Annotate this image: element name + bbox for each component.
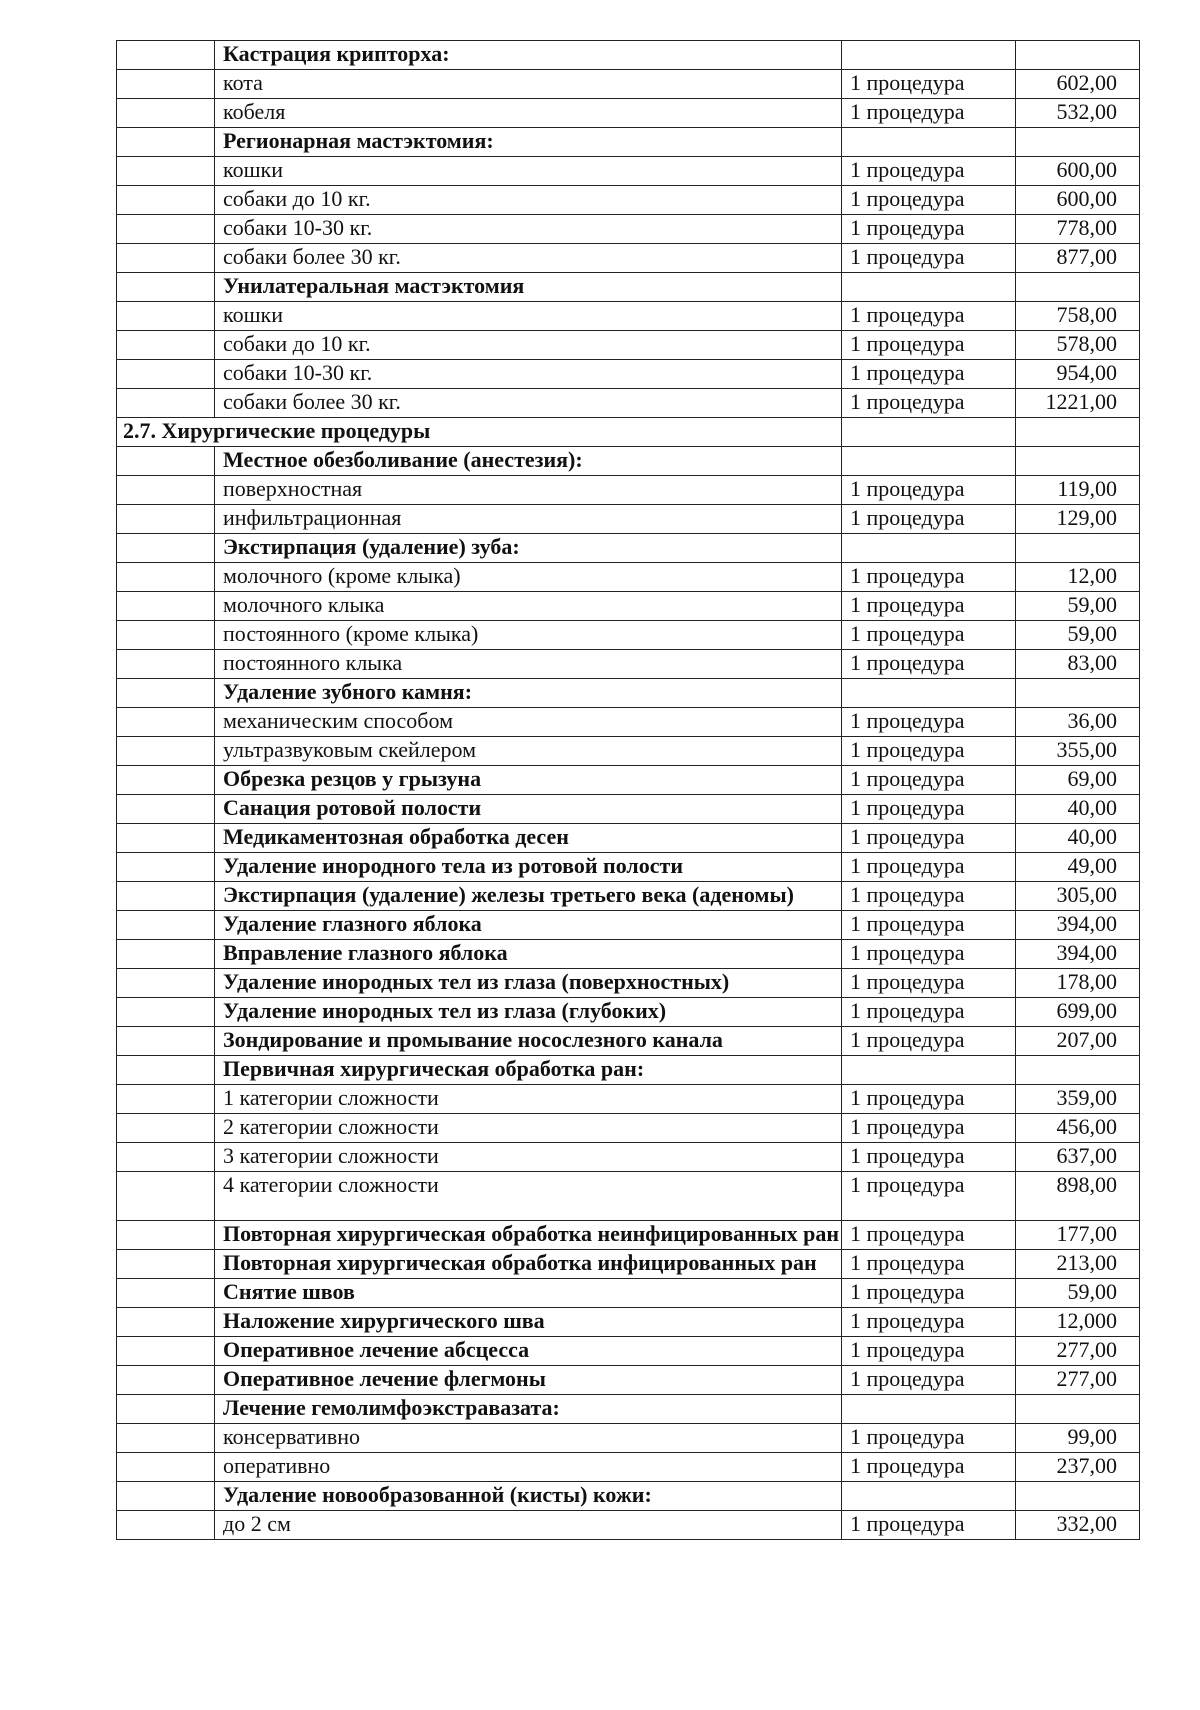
row-index-cell [117, 1027, 215, 1056]
table-row [117, 737, 1140, 766]
row-index-cell [117, 1279, 215, 1308]
price-cell: 49,00 [1016, 853, 1140, 882]
row-index-cell [117, 244, 215, 273]
service-name: механическим способом [215, 708, 842, 737]
unit-cell: 1 процедура [842, 795, 1016, 824]
service-name: молочного клыка [215, 592, 842, 621]
row-index-cell [117, 592, 215, 621]
row-index-cell [117, 331, 215, 360]
unit-cell: 1 процедура [842, 882, 1016, 911]
service-name: Оперативное лечение флегмоны [215, 1366, 842, 1395]
service-name: Экстирпация (удаление) железы третьего века (аденомы) [215, 882, 842, 911]
service-name: собаки более 30 кг. [215, 389, 842, 418]
row-index-cell [117, 969, 215, 998]
unit-cell: 1 процедура [842, 389, 1016, 418]
price-cell: 877,00 [1016, 244, 1140, 273]
row-index-cell [117, 476, 215, 505]
price-cell [1016, 447, 1140, 476]
table-row [117, 331, 1140, 360]
table-row [117, 592, 1140, 621]
table-row [117, 1511, 1140, 1540]
row-index-cell [117, 766, 215, 795]
unit-cell [842, 1482, 1016, 1511]
table-row [117, 1366, 1140, 1395]
row-index-cell [117, 1366, 215, 1395]
row-index-cell [117, 1114, 215, 1143]
service-name: кота [215, 70, 842, 99]
unit-cell: 1 процедура [842, 592, 1016, 621]
service-name: Зондирование и промывание носослезного канала [215, 1027, 842, 1056]
row-index-cell [117, 1172, 215, 1221]
price-cell: 40,00 [1016, 795, 1140, 824]
table-row [117, 1308, 1140, 1337]
row-index-cell [117, 389, 215, 418]
price-cell: 1221,00 [1016, 389, 1140, 418]
unit-cell: 1 процедура [842, 1172, 1016, 1221]
row-index-cell [117, 360, 215, 389]
table-row [117, 244, 1140, 273]
price-cell: 305,00 [1016, 882, 1140, 911]
price-cell: 207,00 [1016, 1027, 1140, 1056]
service-name: 3 категории сложности [215, 1143, 842, 1172]
unit-cell [842, 447, 1016, 476]
table-row [117, 1395, 1140, 1424]
table-row [117, 1085, 1140, 1114]
row-index-cell [117, 534, 215, 563]
unit-cell: 1 процедура [842, 563, 1016, 592]
price-cell [1016, 1395, 1140, 1424]
row-index-cell [117, 824, 215, 853]
table-row [117, 824, 1140, 853]
unit-cell: 1 процедура [842, 1308, 1016, 1337]
unit-cell: 1 процедура [842, 331, 1016, 360]
price-cell: 83,00 [1016, 650, 1140, 679]
service-name: кобеля [215, 99, 842, 128]
row-index-cell [117, 621, 215, 650]
unit-cell: 1 процедура [842, 360, 1016, 389]
table-row [117, 882, 1140, 911]
price-cell: 699,00 [1016, 998, 1140, 1027]
table-row [117, 389, 1140, 418]
unit-cell [842, 418, 1016, 447]
group-title: Регионарная мастэктомия: [215, 128, 842, 157]
row-index-cell [117, 1221, 215, 1250]
row-index-cell [117, 563, 215, 592]
service-name: Удаление инородных тел из глаза (поверхностных) [215, 969, 842, 998]
unit-cell: 1 процедура [842, 708, 1016, 737]
service-name: Повторная хирургическая обработка неинфицированных ран [215, 1221, 842, 1250]
service-name: собаки 10-30 кг. [215, 215, 842, 244]
group-title: Кастрация крипторха: [215, 41, 842, 70]
table-row [117, 447, 1140, 476]
table-row [117, 41, 1140, 70]
table-row [117, 1424, 1140, 1453]
unit-cell: 1 процедура [842, 215, 1016, 244]
price-cell: 359,00 [1016, 1085, 1140, 1114]
row-index-cell [117, 128, 215, 157]
unit-cell: 1 процедура [842, 969, 1016, 998]
table-row [117, 476, 1140, 505]
table-row [117, 215, 1140, 244]
service-name: 2 категории сложности [215, 1114, 842, 1143]
table-row [117, 969, 1140, 998]
row-index-cell [117, 1424, 215, 1453]
row-index-cell [117, 1056, 215, 1085]
row-index-cell [117, 1085, 215, 1114]
row-index-cell [117, 505, 215, 534]
unit-cell: 1 процедура [842, 505, 1016, 534]
group-title: Унилатеральная мастэктомия [215, 273, 842, 302]
price-cell: 237,00 [1016, 1453, 1140, 1482]
unit-cell: 1 процедура [842, 940, 1016, 969]
row-index-cell [117, 998, 215, 1027]
row-index-cell [117, 70, 215, 99]
table-row [117, 418, 1140, 447]
price-cell: 36,00 [1016, 708, 1140, 737]
table-row [117, 534, 1140, 563]
price-cell [1016, 418, 1140, 447]
price-cell: 177,00 [1016, 1221, 1140, 1250]
service-name: Удаление инородного тела из ротовой полости [215, 853, 842, 882]
unit-cell: 1 процедура [842, 650, 1016, 679]
table-row [117, 302, 1140, 331]
service-name: консервативно [215, 1424, 842, 1453]
price-cell: 600,00 [1016, 157, 1140, 186]
service-name: Снятие швов [215, 1279, 842, 1308]
row-index-cell [117, 940, 215, 969]
price-cell: 59,00 [1016, 1279, 1140, 1308]
table-row [117, 1172, 1140, 1221]
row-index-cell [117, 853, 215, 882]
price-cell: 637,00 [1016, 1143, 1140, 1172]
unit-cell: 1 процедура [842, 157, 1016, 186]
service-name: Медикаментозная обработка десен [215, 824, 842, 853]
table-row [117, 1250, 1140, 1279]
table-row [117, 563, 1140, 592]
unit-cell: 1 процедура [842, 1143, 1016, 1172]
price-cell [1016, 679, 1140, 708]
price-cell: 99,00 [1016, 1424, 1140, 1453]
table-row [117, 795, 1140, 824]
unit-cell: 1 процедура [842, 1085, 1016, 1114]
unit-cell [842, 534, 1016, 563]
service-name: собаки до 10 кг. [215, 186, 842, 215]
unit-cell: 1 процедура [842, 99, 1016, 128]
price-table [116, 40, 1140, 1540]
row-index-cell [117, 650, 215, 679]
row-index-cell [117, 447, 215, 476]
table-row [117, 99, 1140, 128]
unit-cell: 1 процедура [842, 766, 1016, 795]
price-cell: 355,00 [1016, 737, 1140, 766]
table-row [117, 273, 1140, 302]
price-cell: 59,00 [1016, 592, 1140, 621]
price-cell: 778,00 [1016, 215, 1140, 244]
table-row [117, 911, 1140, 940]
price-cell: 578,00 [1016, 331, 1140, 360]
table-row [117, 1337, 1140, 1366]
row-index-cell [117, 795, 215, 824]
row-index-cell [117, 882, 215, 911]
service-name: Повторная хирургическая обработка инфицированных ран [215, 1250, 842, 1279]
unit-cell [842, 1056, 1016, 1085]
service-name: молочного (кроме клыка) [215, 563, 842, 592]
group-title: Местное обезболивание (анестезия): [215, 447, 842, 476]
table-row [117, 505, 1140, 534]
service-name: 4 категории сложности [215, 1172, 842, 1221]
table-row [117, 621, 1140, 650]
price-table-body [117, 41, 1140, 1540]
table-row [117, 708, 1140, 737]
row-index-cell [117, 1308, 215, 1337]
table-row [117, 1482, 1140, 1511]
row-index-cell [117, 911, 215, 940]
service-name: поверхностная [215, 476, 842, 505]
table-row [117, 998, 1140, 1027]
price-cell: 394,00 [1016, 940, 1140, 969]
unit-cell: 1 процедура [842, 1250, 1016, 1279]
service-name: инфильтрационная [215, 505, 842, 534]
table-row [117, 853, 1140, 882]
table-row [117, 1279, 1140, 1308]
service-name: собаки более 30 кг. [215, 244, 842, 273]
group-title: Удаление зубного камня: [215, 679, 842, 708]
group-title: Первичная хирургическая обработка ран: [215, 1056, 842, 1085]
unit-cell: 1 процедура [842, 1424, 1016, 1453]
price-cell: 59,00 [1016, 621, 1140, 650]
service-name: Удаление глазного яблока [215, 911, 842, 940]
price-cell [1016, 128, 1140, 157]
unit-cell [842, 679, 1016, 708]
unit-cell: 1 процедура [842, 1337, 1016, 1366]
price-cell: 954,00 [1016, 360, 1140, 389]
table-row [117, 766, 1140, 795]
unit-cell: 1 процедура [842, 998, 1016, 1027]
row-index-cell [117, 157, 215, 186]
row-index-cell [117, 737, 215, 766]
price-cell: 277,00 [1016, 1366, 1140, 1395]
unit-cell: 1 процедура [842, 1027, 1016, 1056]
price-cell: 532,00 [1016, 99, 1140, 128]
price-cell: 277,00 [1016, 1337, 1140, 1366]
unit-cell: 1 процедура [842, 911, 1016, 940]
unit-cell: 1 процедура [842, 853, 1016, 882]
group-title: Экстирпация (удаление) зуба: [215, 534, 842, 563]
row-index-cell [117, 1395, 215, 1424]
table-row [117, 1027, 1140, 1056]
service-name: Обрезка резцов у грызуна [215, 766, 842, 795]
service-name: оперативно [215, 1453, 842, 1482]
price-cell: 12,00 [1016, 563, 1140, 592]
price-cell [1016, 534, 1140, 563]
table-row [117, 128, 1140, 157]
price-cell [1016, 1056, 1140, 1085]
service-name: постоянного клыка [215, 650, 842, 679]
unit-cell: 1 процедура [842, 302, 1016, 331]
row-index-cell [117, 1143, 215, 1172]
table-row [117, 1143, 1140, 1172]
table-row [117, 70, 1140, 99]
row-index-cell [117, 186, 215, 215]
price-cell: 40,00 [1016, 824, 1140, 853]
price-cell: 602,00 [1016, 70, 1140, 99]
service-name: собаки 10-30 кг. [215, 360, 842, 389]
price-cell: 12,000 [1016, 1308, 1140, 1337]
unit-cell: 1 процедура [842, 1114, 1016, 1143]
row-index-cell [117, 302, 215, 331]
row-index-cell [117, 1511, 215, 1540]
table-row [117, 1221, 1140, 1250]
unit-cell: 1 процедура [842, 70, 1016, 99]
table-row [117, 360, 1140, 389]
table-row [117, 157, 1140, 186]
price-cell [1016, 273, 1140, 302]
unit-cell [842, 1395, 1016, 1424]
unit-cell [842, 273, 1016, 302]
price-cell: 758,00 [1016, 302, 1140, 331]
table-row [117, 1056, 1140, 1085]
unit-cell: 1 процедура [842, 1279, 1016, 1308]
unit-cell: 1 процедура [842, 244, 1016, 273]
price-cell: 456,00 [1016, 1114, 1140, 1143]
row-index-cell [117, 1453, 215, 1482]
service-name: Оперативное лечение абсцесса [215, 1337, 842, 1366]
unit-cell: 1 процедура [842, 1511, 1016, 1540]
service-name: кошки [215, 302, 842, 331]
unit-cell: 1 процедура [842, 1221, 1016, 1250]
price-cell: 600,00 [1016, 186, 1140, 215]
price-cell: 69,00 [1016, 766, 1140, 795]
unit-cell [842, 41, 1016, 70]
section-title: 2.7. Хирургические процедуры [117, 418, 842, 447]
row-index-cell [117, 679, 215, 708]
row-index-cell [117, 273, 215, 302]
unit-cell [842, 128, 1016, 157]
price-cell [1016, 41, 1140, 70]
unit-cell: 1 процедура [842, 824, 1016, 853]
row-index-cell [117, 99, 215, 128]
service-name: Удаление инородных тел из глаза (глубоких) [215, 998, 842, 1027]
price-cell: 394,00 [1016, 911, 1140, 940]
service-name: собаки до 10 кг. [215, 331, 842, 360]
service-name: кошки [215, 157, 842, 186]
service-name: до 2 см [215, 1511, 842, 1540]
price-cell [1016, 1482, 1140, 1511]
table-row [117, 186, 1140, 215]
unit-cell: 1 процедура [842, 1366, 1016, 1395]
price-cell: 213,00 [1016, 1250, 1140, 1279]
row-index-cell [117, 1250, 215, 1279]
row-index-cell [117, 215, 215, 244]
price-cell: 332,00 [1016, 1511, 1140, 1540]
unit-cell: 1 процедура [842, 621, 1016, 650]
service-name: Санация ротовой полости [215, 795, 842, 824]
service-name: Наложение хирургического шва [215, 1308, 842, 1337]
service-name: ультразвуковым скейлером [215, 737, 842, 766]
row-index-cell [117, 1337, 215, 1366]
table-row [117, 650, 1140, 679]
service-name: 1 категории сложности [215, 1085, 842, 1114]
row-index-cell [117, 41, 215, 70]
price-cell: 898,00 [1016, 1172, 1140, 1221]
table-row [117, 1453, 1140, 1482]
table-row [117, 679, 1140, 708]
group-title: Удаление новообразованной (кисты) кожи: [215, 1482, 842, 1511]
service-name: постоянного (кроме клыка) [215, 621, 842, 650]
group-title: Лечение гемолимфоэкстравазата: [215, 1395, 842, 1424]
unit-cell: 1 процедура [842, 1453, 1016, 1482]
table-row [117, 1114, 1140, 1143]
unit-cell: 1 процедура [842, 737, 1016, 766]
unit-cell: 1 процедура [842, 186, 1016, 215]
price-cell: 178,00 [1016, 969, 1140, 998]
table-row [117, 940, 1140, 969]
row-index-cell [117, 708, 215, 737]
unit-cell: 1 процедура [842, 476, 1016, 505]
service-name: Вправление глазного яблока [215, 940, 842, 969]
price-cell: 129,00 [1016, 505, 1140, 534]
row-index-cell [117, 1482, 215, 1511]
price-cell: 119,00 [1016, 476, 1140, 505]
